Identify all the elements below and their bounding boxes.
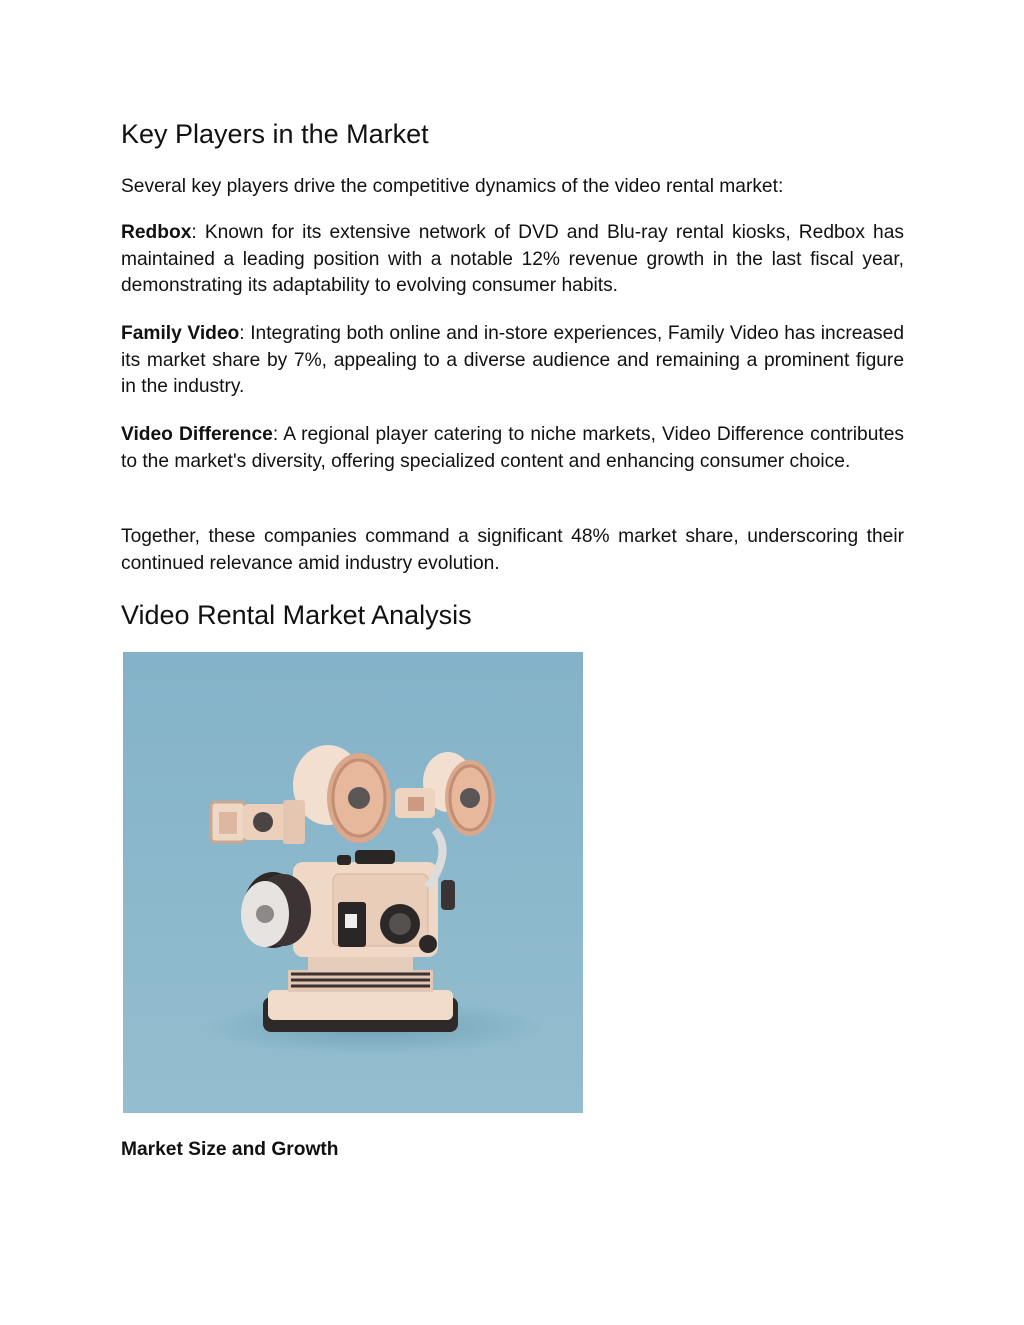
player-paragraph-family-video: [121, 321, 904, 401]
player-paragraph-redbox: [121, 220, 904, 300]
summary-paragraph: Together, these companies command a significant 48% market share, underscoring their continued relevance amid industry evolution.: [121, 526, 904, 574]
player-paragraph-video-difference: [121, 422, 904, 475]
player-description: : A regional player catering to niche markets, Video Difference contributes to the market's diversity, offering specialized content and enhancing consumer choice.: [121, 424, 904, 472]
player-name: Family Video: [121, 323, 240, 344]
section-heading-analysis: Video Rental Market Analysis: [121, 600, 472, 630]
section-heading-key-players: Key Players in the Market: [121, 119, 429, 149]
film-projector-illustration: [123, 652, 583, 1113]
projector-image: [123, 652, 583, 1113]
intro-paragraph: Several key players drive the competitive dynamics of the video rental market:: [121, 176, 784, 197]
player-description: : Known for its extensive network of DVD and Blu-ray rental kiosks, Redbox has maintained a leading position with a notable 12% revenue growth in the last fiscal year, demonstrating its adaptability to evolving consumer habits.: [121, 222, 904, 297]
player-description: : Integrating both online and in-store experiences, Family Video has increased its market share by 7%, appealing to a diverse audience and remaining a prominent figure in the industry.: [121, 323, 904, 398]
subheading-market-size: Market Size and Growth: [121, 1139, 339, 1160]
player-name: Video Difference: [121, 424, 273, 445]
player-name: Redbox: [121, 222, 192, 243]
